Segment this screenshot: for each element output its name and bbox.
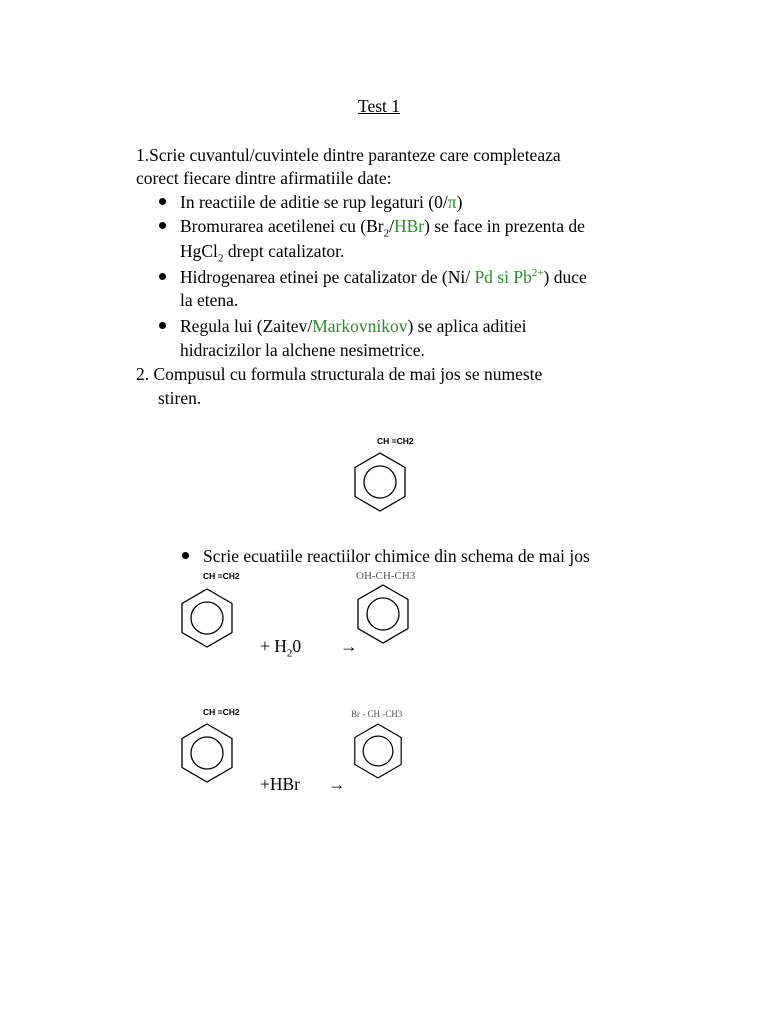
- b3-text-end: ) duce: [543, 267, 587, 287]
- r1-reagent-o: 0: [292, 636, 302, 656]
- b4-answer: Markovnikov: [312, 316, 408, 336]
- b2-answer: HBr: [393, 216, 425, 236]
- r2-reagent: +HBr: [260, 774, 301, 794]
- b1-text: In reactiile de aditie se rup legaturi (0/: [180, 192, 448, 212]
- q2-line1: 2. Compusul cu formula structurala de mai jos se numeste: [136, 364, 543, 384]
- r2-arrow-icon: →: [328, 774, 346, 794]
- benzene-ring-icon: [179, 722, 235, 784]
- bullet-dot-icon: [159, 198, 166, 205]
- q1-bullet-3-line2: la etena.: [180, 290, 239, 310]
- benzene-ring-icon: [352, 721, 404, 781]
- bullet-dot-icon: [159, 273, 166, 280]
- q1-bullet-2-line2: [180, 239, 344, 263]
- b1-close: ): [456, 192, 463, 212]
- bullet-dot-icon: [182, 552, 189, 559]
- benzene-ring-icon: [355, 583, 411, 645]
- r1-reagent-h: + H: [260, 636, 287, 656]
- q1-intro-line2: corect fiecare dintre afirmatiile date:: [136, 168, 392, 188]
- b2-slash: /: [389, 216, 394, 236]
- q1-bullet-4-line2: hidracizilor la alchene nesimetrice.: [180, 340, 425, 360]
- b4-text-end: ) se aplica aditiei: [407, 316, 527, 336]
- r1-product-label: OH-CH-CH3: [356, 570, 416, 582]
- page-title: Test 1: [358, 96, 401, 116]
- q2-line2: stiren.: [158, 388, 202, 408]
- b2-text-end: ) se face in prezenta de: [424, 216, 585, 236]
- b2-l2-end: drept catalizator.: [223, 241, 345, 261]
- benzene-ring-icon: [352, 451, 408, 513]
- b2-l2-text: HgCl: [180, 241, 218, 261]
- b2-sub: 2: [383, 227, 390, 240]
- r2-reactant-label: CH =CH2: [203, 707, 240, 717]
- r1-reagent: [260, 634, 301, 658]
- bullet-dot-icon: [159, 322, 166, 329]
- r1-reactant-label: CH =CH2: [203, 571, 240, 581]
- b4-text: Regula lui (Zaitev/: [180, 316, 313, 336]
- b3-text: Hidrogenarea etinei pe catalizator de (Ni/: [180, 267, 475, 287]
- q1-bullet-3: [180, 265, 587, 289]
- b3-sup: 2+: [531, 267, 544, 280]
- bullet-dot-icon: [159, 222, 166, 229]
- styrene-label: CH =CH2: [377, 436, 414, 446]
- q1-bullet-2: [180, 214, 585, 238]
- b1-answer: π: [447, 192, 457, 212]
- r1-arrow-icon: →: [340, 636, 358, 656]
- q1-intro-line1: 1.Scrie cuvantul/cuvintele dintre paranteze care completeaza: [136, 145, 561, 165]
- b2-text: Bromurarea acetilenei cu (Br: [180, 216, 384, 236]
- q1-bullet-4: [180, 314, 527, 338]
- r2-product-label: Br - CH -CH3: [351, 709, 403, 719]
- b2-l2-sub: 2: [217, 252, 224, 265]
- benzene-ring-icon: [179, 587, 235, 649]
- b3-answer: Pd si Pb: [474, 267, 532, 287]
- q2-bullet: Scrie ecuatiile reactiilor chimice din schema de mai jos: [203, 546, 590, 566]
- q1-bullet-1: [180, 190, 462, 214]
- r1-reagent-sub: 2: [286, 647, 293, 660]
